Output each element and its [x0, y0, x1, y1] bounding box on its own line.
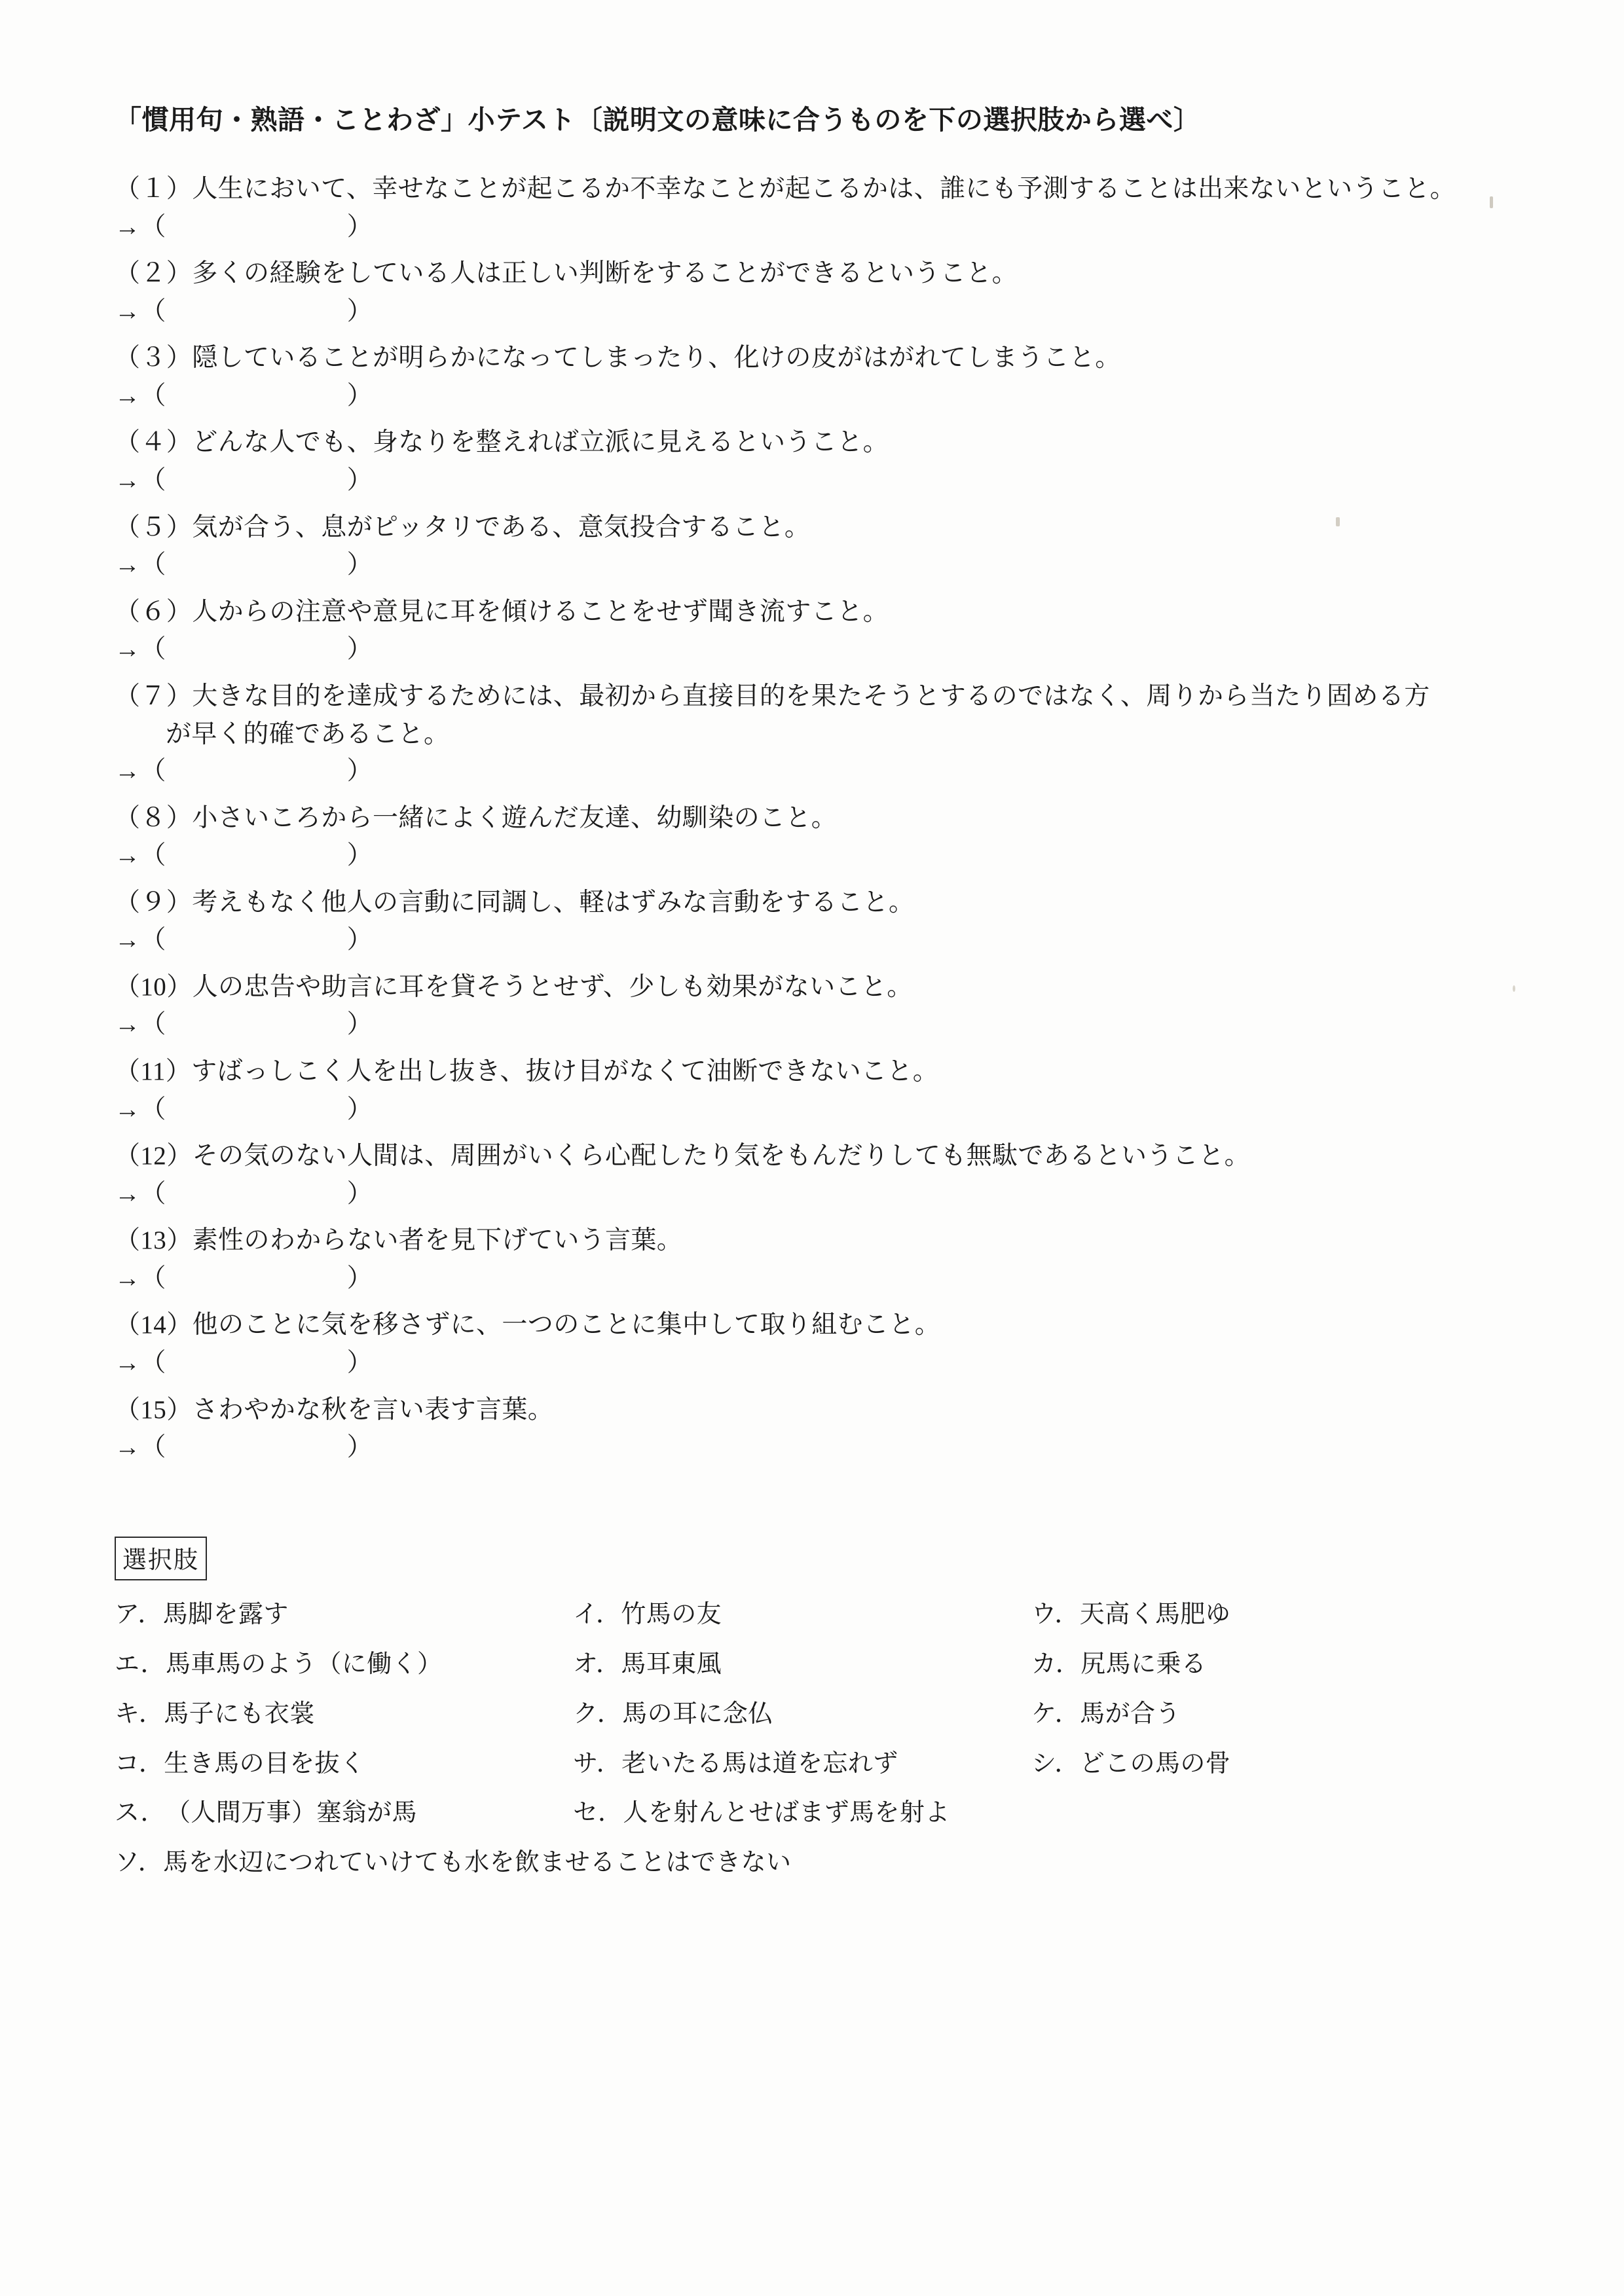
choice-row	[115, 1796, 1509, 1831]
choice-mark: ス．	[115, 1799, 166, 1827]
choice-text: 馬脚を露す	[162, 1600, 289, 1628]
question-text	[115, 969, 1509, 1006]
choice-row	[115, 1846, 1509, 1881]
choice-item[interactable]	[1031, 1697, 1490, 1732]
question-item	[115, 1138, 1509, 1212]
question-item	[115, 255, 1509, 329]
page-title: 「慣用句・熟語・ことわざ」小テスト〔説明文の意味に合うものを下の選択肢から選べ〕	[115, 105, 1201, 135]
question-body: 人の忠告や助言に耳を貸そうとせず、少しも効果がないこと。	[192, 972, 913, 1001]
choices-section	[115, 1537, 1509, 1882]
choice-text: 人を射んとせばまず馬を射よ	[623, 1799, 950, 1827]
choice-text: 馬子にも衣裳	[164, 1700, 315, 1728]
question-item	[115, 969, 1509, 1043]
choice-mark: エ．	[115, 1650, 166, 1678]
answer-blank[interactable]: →（ ）	[115, 381, 373, 410]
answer-blank[interactable]: →（ ）	[115, 635, 373, 664]
choice-mark: セ．	[573, 1799, 623, 1827]
question-item	[115, 1392, 1509, 1466]
choice-item[interactable]	[115, 1697, 573, 1732]
choice-item[interactable]	[573, 1647, 1031, 1683]
question-number: （４）	[115, 428, 193, 457]
choice-text: 馬の耳に念仏	[622, 1700, 773, 1728]
question-text	[115, 509, 1509, 547]
question-text	[115, 884, 1509, 922]
scan-artifact	[1490, 196, 1493, 208]
question-item	[115, 171, 1509, 245]
choice-text: 天高く馬肥ゆ	[1079, 1600, 1231, 1628]
question-number: （12）	[115, 1142, 193, 1171]
answer-blank[interactable]: →（ ）	[115, 1179, 373, 1208]
question-body: さわやかな秋を言い表す言葉。	[192, 1395, 554, 1424]
scan-artifact	[1513, 985, 1515, 992]
choice-item[interactable]	[115, 1647, 573, 1683]
choice-text: 尻馬に乗る	[1080, 1650, 1207, 1678]
question-item	[115, 800, 1509, 874]
answer-blank[interactable]: →（ ）	[115, 465, 373, 494]
question-body: 隠していることが明らかになってしまったり、化けの皮がはがれてしまうこと。	[192, 344, 1121, 373]
choice-item[interactable]	[1031, 1747, 1490, 1782]
choice-mark: ア．	[115, 1600, 163, 1628]
choice-mark: カ．	[1031, 1650, 1081, 1678]
choice-mark: キ．	[115, 1700, 164, 1728]
question-body: 多くの経験をしている人は正しい判断をすることができるということ。	[192, 259, 1018, 288]
answer-blank[interactable]: →（ ）	[115, 551, 373, 579]
question-body: 素性のわからない者を見下げていう言葉。	[192, 1226, 683, 1255]
question-text	[115, 171, 1509, 208]
question-text	[115, 1222, 1509, 1260]
answer-blank[interactable]: →（ ）	[115, 1095, 373, 1123]
question-body: 気が合う、息がピッタリである、意気投合すること。	[192, 513, 811, 541]
answer-blank[interactable]: →（ ）	[115, 1348, 373, 1377]
question-body-continued: が早く的確であること。	[166, 720, 450, 749]
question-item	[115, 424, 1509, 498]
choice-text: 竹馬の友	[621, 1600, 722, 1628]
question-text	[115, 1307, 1509, 1344]
choices-heading: 選択肢	[115, 1537, 207, 1580]
question-body: その気のない人間は、周囲がいくら心配したり気をもんだりしても無駄であるということ。	[192, 1142, 1251, 1171]
question-number: （11）	[115, 1057, 192, 1085]
question-text	[115, 340, 1509, 377]
question-text	[115, 255, 1509, 293]
question-number: （６）	[115, 597, 193, 626]
choice-item[interactable]	[573, 1697, 1031, 1732]
question-text	[115, 1392, 1509, 1429]
question-number: （５）	[115, 513, 193, 541]
choice-row	[115, 1597, 1509, 1633]
question-body: 人生において、幸せなことが起こるか不幸なことが起こるかは、誰にも予測することは出来ないということ。	[192, 175, 1456, 203]
answer-blank[interactable]: →（ ）	[115, 297, 373, 325]
choice-text: 老いたる馬は道を忘れず	[621, 1749, 898, 1777]
choice-mark: コ．	[115, 1749, 164, 1777]
question-number: （３）	[115, 344, 193, 373]
question-body: 小さいころから一緒によく遊んだ友達、幼馴染のこと。	[192, 803, 838, 832]
question-text	[115, 800, 1509, 837]
choice-text: 馬耳東風	[621, 1650, 722, 1678]
question-number: （８）	[115, 803, 193, 832]
question-body: 人からの注意や意見に耳を傾けることをせず聞き流すこと。	[192, 597, 889, 626]
choice-mark: ケ．	[1031, 1700, 1080, 1728]
question-number: （14）	[115, 1311, 193, 1339]
choice-mark: ソ．	[115, 1849, 164, 1877]
choice-item[interactable]	[115, 1597, 573, 1633]
choice-mark: イ．	[573, 1600, 621, 1628]
question-text	[115, 424, 1509, 462]
question-item	[115, 678, 1509, 790]
question-number: （13）	[115, 1226, 193, 1255]
choice-text: 馬車馬のよう（に働く）	[165, 1650, 443, 1678]
choice-mark: シ．	[1031, 1749, 1080, 1777]
question-body: 他のことに気を移さずに、一つのことに集中して取り組むこと。	[192, 1311, 941, 1339]
scan-artifact	[1336, 517, 1340, 526]
choice-item[interactable]	[573, 1796, 1555, 1831]
question-number: （９）	[115, 888, 193, 917]
question-text	[115, 1053, 1509, 1091]
question-body: 考えもなく他人の言動に同調し、軽はずみな言動をすること。	[192, 888, 915, 917]
question-body: どんな人でも、身なりを整えれば立派に見えるということ。	[192, 428, 889, 457]
answer-blank[interactable]: →（ ）	[115, 212, 373, 241]
answer-blank[interactable]: →（ ）	[115, 1433, 373, 1462]
choice-text: 生き馬の目を抜く	[164, 1749, 365, 1777]
answer-blank[interactable]: →（ ）	[115, 756, 373, 785]
question-body: 大きな目的を達成するためには、最初から直接目的を果たそうとするのではなく、周りから当たり固める方	[192, 682, 1430, 710]
question-number: （15）	[115, 1395, 193, 1424]
question-number: （２）	[115, 259, 193, 288]
choice-item[interactable]	[1031, 1647, 1490, 1683]
question-number: （７）	[115, 682, 193, 710]
answer-blank[interactable]: →（ ）	[115, 1010, 373, 1039]
question-number: （１）	[115, 175, 193, 203]
question-text	[115, 678, 1509, 716]
question-item	[115, 1053, 1509, 1127]
question-text	[115, 594, 1509, 631]
choice-text: （人間万事）塞翁が馬	[165, 1799, 417, 1827]
answer-blank[interactable]: →（ ）	[115, 1264, 373, 1292]
question-number: （10）	[115, 972, 193, 1001]
choice-mark: ウ．	[1031, 1600, 1080, 1628]
question-list	[115, 171, 1509, 1466]
answer-blank[interactable]: →（ ）	[115, 926, 373, 955]
question-item	[115, 340, 1509, 414]
choice-text: 馬が合う	[1080, 1700, 1181, 1728]
question-item	[115, 509, 1509, 583]
choice-item[interactable]	[573, 1747, 1031, 1782]
question-item	[115, 1222, 1509, 1296]
choice-item[interactable]	[115, 1747, 573, 1782]
choice-item[interactable]	[115, 1796, 573, 1831]
choice-text: 馬を水辺につれていけても水を飲ませることはできない	[163, 1849, 792, 1877]
question-body: すばっしこく人を出し抜き、抜け目がなくて油断できないこと。	[191, 1057, 939, 1085]
choice-item[interactable]	[573, 1597, 1031, 1633]
choice-row	[115, 1697, 1509, 1732]
choice-item[interactable]	[115, 1846, 1097, 1881]
choice-text: どこの馬の骨	[1079, 1749, 1231, 1777]
choice-mark: オ．	[573, 1650, 621, 1678]
choice-mark: ク．	[573, 1700, 623, 1728]
answer-blank[interactable]: →（ ）	[115, 841, 373, 870]
question-item	[115, 594, 1509, 668]
choice-mark: サ．	[573, 1749, 622, 1777]
choice-row	[115, 1647, 1509, 1683]
choice-item[interactable]	[1031, 1597, 1490, 1633]
choice-row	[115, 1747, 1509, 1782]
question-item	[115, 1307, 1509, 1381]
question-text	[115, 1138, 1509, 1175]
question-item	[115, 884, 1509, 958]
